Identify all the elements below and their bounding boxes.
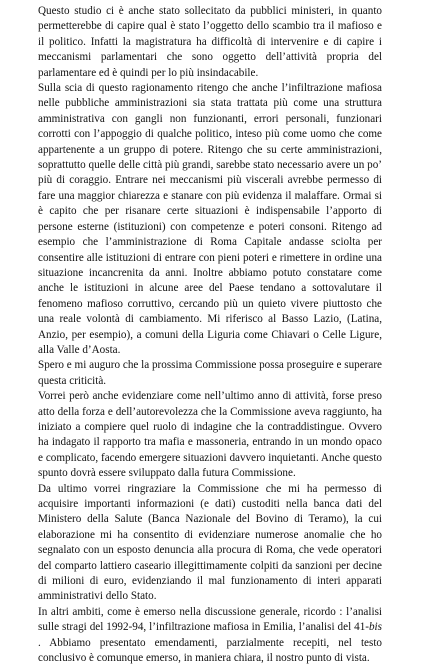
final-text-start: In altri ambiti, come è emerso nella discussione generale, ricordo : l’analisi sulle stragi del 1992-94, l’infiltrazione mafiosa in Emilia, l’analisi del 41- bbox=[38, 605, 382, 634]
final-text-italic: bis bbox=[368, 621, 382, 634]
paragraph-mafia-massoneria: Vorrei però anche evidenziare come nell’ultimo anno di attività, forse preso atto della forza e dell’autorevolezza che la Commissione aveva raggiunto, ha iniziato a compiere quel ruolo di indagine che la contraddistingue. Ovvero ha indagato il rapporto tra mafia e massoneria, entrando in un mondo opaco e complicato, facendo emergere situazioni davvero inquietanti. Anche questo spunto dovrà essere sviluppato dalla futura Commissione. bbox=[38, 390, 382, 480]
final-text-end: . Abbiamo presentato emendamenti, parzialmente recepiti, nel testo conclusivo è comunque emerso, in maniera chiara, il nostro punto di vista. bbox=[38, 636, 382, 665]
paragraph-altri-ambiti bbox=[38, 605, 382, 666]
paragraph-pubblici-ministeri: Questo studio ci è anche stato sollecitato da pubblici ministeri, in quanto permetterebbe di capire qual è stato l’oggetto dello scambio tra il mafioso e il politico. Infatti la magistratura ha difficoltà di intervenire e di capire i meccanismi parlamentari che sono oggetto dell’attività propria del parlamentare ed è quindi per lo più insindacabile. bbox=[38, 5, 382, 79]
paragraph-infiltrazione-amministrazioni: Sulla scia di questo ragionamento ritengo che anche l’infiltrazione mafiosa nelle pubbliche amministrazioni sia stata trattata più come una struttura amministrativa con gangli non funzionanti, errori personali, funzionari corrotti con l’appoggio di qualche politico, inteso più come uomo che come appartenente a un gruppo di potere. Ritengo che su certe amministrazioni, soprattutto quelle delle città più grandi, sarebbe stato necessario avere un po’ più di coraggio. Entrare nei meccanismi più viscerali avrebbe permesso di fare una maggior chiarezza e stanare con più evidenza il malaffare. Ormai si è capito che per risanare certe situazioni è indispensabile l’apporto di persone esterne (istituzioni) con competenze e poteri consoni. Ritengo ad esempio che l’amministrazione di Roma Capitale andasse sciolta per consentire alle istituzioni di entrare con pieni poteri e rimettere in ordine una situazione incancrenita da anni. Inoltre abbiamo potuto constatare come anche le istituzioni in alcune aree del Paese tendano a sottovalutare il fenomeno mafioso corruttivo, cercando più un quieto vivere piuttosto che una reale volontà di cambiamento. Mi riferisco al Basso Lazio, (Latina, Anzio, per esempio), a comuni della Liguria come Chiavari o Celle Ligure, alla Valle d’Aosta. bbox=[38, 82, 382, 356]
paragraph-prossima-commissione: Spero e mi auguro che la prossima Commissione possa proseguire e superare questa criticità. bbox=[38, 359, 382, 387]
paragraph-ringraziamenti: Da ultimo vorrei ringraziare la Commissione che mi ha permesso di acquisire importanti informazioni (e dati) custoditi nella banca dati del Ministero della Salute (Banca Nazionale del Bovino di Teramo), la cui elaborazione mi ha consentito di evidenziare numerose anomalie che ho segnalato con un esposto denuncia alla procura di Roma, che vede operatori del comparto lattiero caseario illegittimamente colpiti da sanzioni per decine di milioni di euro, evidenziando il mal funzionamento di interi apparati amministrativi dello Stato. bbox=[38, 482, 382, 603]
document-page bbox=[38, 4, 382, 666]
